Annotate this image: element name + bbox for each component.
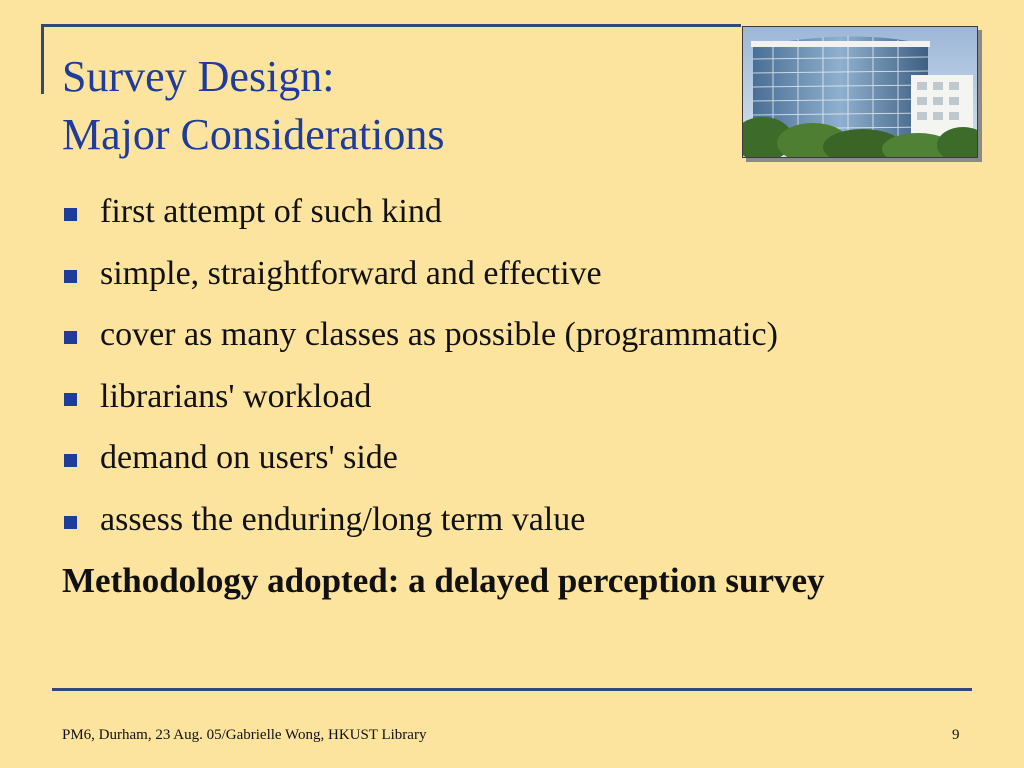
- bullet-item: [64, 372, 778, 434]
- frame-left-vertical: [41, 24, 44, 94]
- bullet-list: [64, 187, 778, 557]
- bullet-item: [64, 495, 778, 557]
- bullet-item: [64, 433, 778, 495]
- page-number: 9: [952, 727, 960, 743]
- methodology-statement: Methodology adopted: a delayed perception survey: [62, 561, 825, 600]
- bullet-text: simple, straightforward and effective: [100, 254, 602, 292]
- bullet-text: assess the enduring/long term value: [100, 500, 586, 538]
- bullet-text: demand on users' side: [100, 439, 398, 477]
- bullet-text: librarians' workload: [100, 377, 372, 415]
- square-bullet-icon: [64, 331, 77, 344]
- square-bullet-icon: [64, 393, 77, 406]
- bullet-text: first attempt of such kind: [100, 193, 442, 230]
- slide-title-line-1: Survey Design:: [62, 52, 335, 101]
- slide-title-line-2: Major Considerations: [62, 110, 445, 159]
- footer-text: PM6, Durham, 23 Aug. 05/Gabrielle Wong, HKUST Library: [62, 727, 427, 743]
- slide-title: [62, 48, 445, 164]
- bullet-item: [64, 310, 778, 372]
- square-bullet-icon: [64, 208, 77, 221]
- square-bullet-icon: [64, 270, 77, 283]
- square-bullet-icon: [64, 516, 77, 529]
- library-building-photo: [742, 26, 978, 158]
- frame-top-horizontal: [41, 24, 741, 27]
- bullet-item: [64, 249, 778, 311]
- bullet-item: [64, 187, 778, 249]
- footer-divider: [52, 688, 972, 691]
- square-bullet-icon: [64, 454, 77, 467]
- bullet-text: cover as many classes as possible (programmatic): [100, 316, 778, 354]
